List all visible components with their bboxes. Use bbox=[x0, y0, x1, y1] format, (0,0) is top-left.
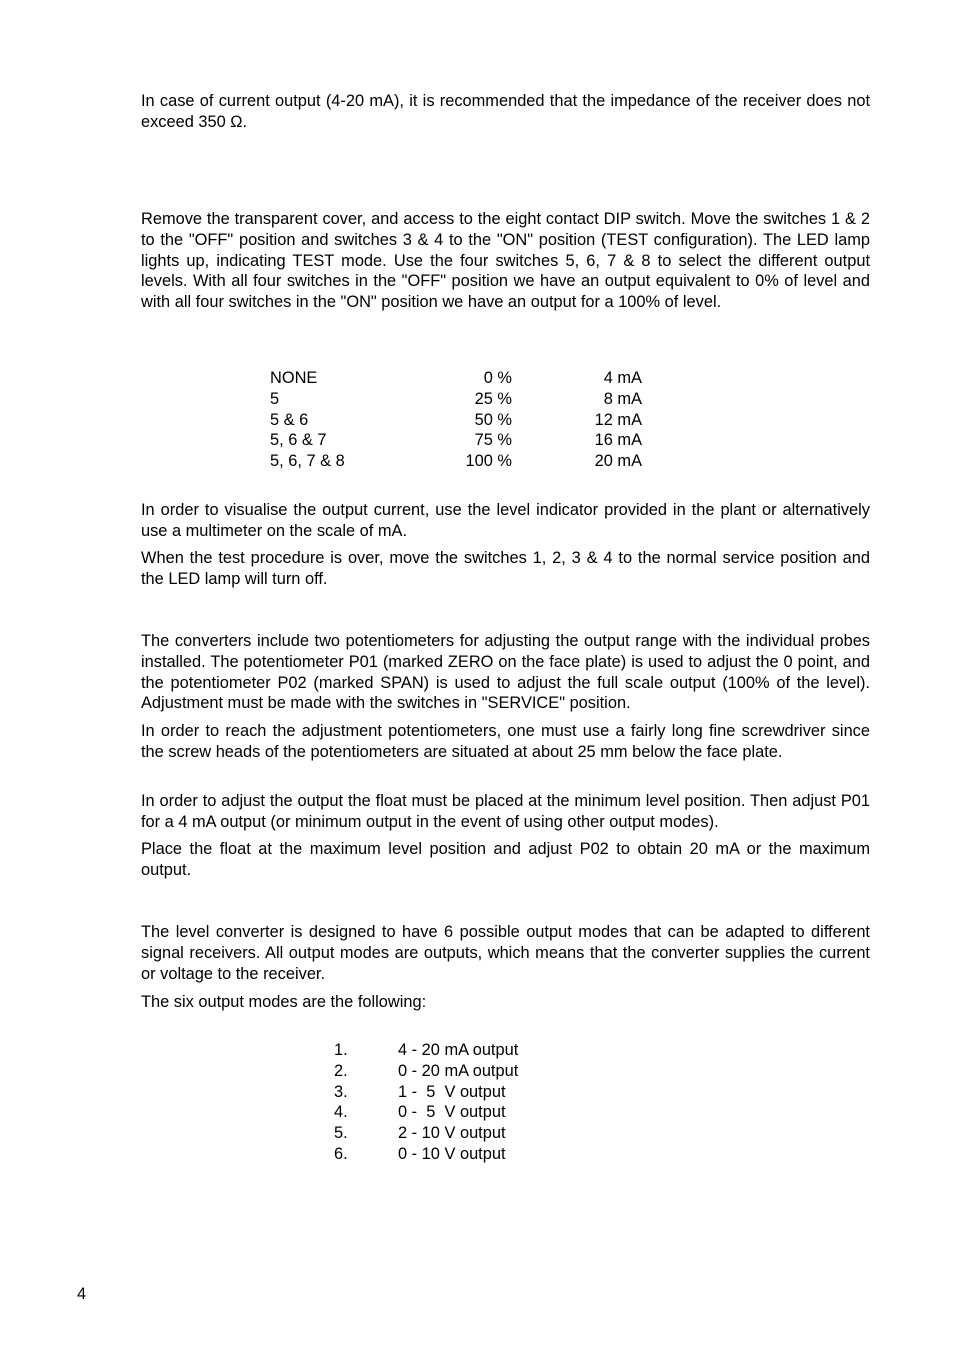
table-row bbox=[270, 410, 650, 431]
test-over-paragraph: When the test procedure is over, move the switches 1, 2, 3 & 4 to the normal service position and the LED lamp will turn off. bbox=[141, 549, 870, 588]
test-procedure-paragraph: Remove the transparent cover, and access to the eight contact DIP switch. Move the switches 1 & 2 to the "OFF" position and switches 3 & 4 to the "ON" position (TEST configuration). The LED lamp lights up, indicating TEST mode. Use the four switches 5, 6, 7 & 8 to select the different output levels. With all four switches in the "OFF" position we have an output equivalent to 0% of level and with all four switches in the "ON" position we have an output for a 100% of level. bbox=[141, 210, 870, 312]
current-cell: 4 mA bbox=[603, 369, 642, 387]
output-modes-list bbox=[334, 1040, 594, 1165]
list-item bbox=[334, 1040, 594, 1061]
list-item-label: 0 - 20 mA output bbox=[398, 1061, 519, 1080]
current-cell: 20 mA bbox=[594, 452, 642, 471]
table-row bbox=[270, 430, 650, 451]
list-item-label: 4 - 20 mA output bbox=[398, 1041, 519, 1059]
table-row bbox=[270, 368, 650, 389]
list-item-label: 0 - 5 V output bbox=[398, 1103, 506, 1122]
list-item bbox=[334, 1061, 594, 1082]
impedance-paragraph: In case of current output (4-20 mA), it is recommended that the impedance of the receiver does not exceed 350 Ω. bbox=[141, 92, 870, 131]
percent-cell: 25 % bbox=[474, 389, 512, 408]
list-item bbox=[334, 1144, 594, 1165]
list-item bbox=[334, 1123, 594, 1144]
modes-list-intro: The six output modes are the following: bbox=[141, 993, 427, 1011]
percent-cell: 0 % bbox=[483, 369, 512, 387]
switches-cell: NONE bbox=[270, 369, 318, 387]
switches-cell: 5 & 6 bbox=[270, 410, 309, 429]
list-item-label: 1 - 5 V output bbox=[398, 1082, 506, 1101]
adjust-max-paragraph: Place the float at the maximum level position and adjust P02 to obtain 20 mA or the maximum output. bbox=[141, 840, 870, 879]
list-item-number: 1. bbox=[334, 1041, 348, 1059]
switch-level-table bbox=[270, 368, 650, 472]
switches-cell: 5 bbox=[270, 389, 280, 408]
current-cell: 8 mA bbox=[603, 389, 642, 408]
list-item-number: 4. bbox=[334, 1103, 348, 1122]
screwdriver-paragraph: In order to reach the adjustment potentiometers, one must use a fairly long fine screwdriver since the screw heads of the potentiometers are situated at about 25 mm below the face plate. bbox=[141, 722, 870, 761]
percent-cell: 75 % bbox=[474, 431, 512, 450]
list-item bbox=[334, 1082, 594, 1103]
visualise-paragraph: In order to visualise the output current, use the level indicator provided in the plant or alternatively use a multimeter on the scale of mA. bbox=[141, 501, 870, 540]
page-number: 4 bbox=[77, 1285, 87, 1303]
table-row bbox=[270, 451, 650, 472]
percent-cell: 50 % bbox=[474, 410, 512, 429]
switches-cell: 5, 6, 7 & 8 bbox=[270, 452, 345, 471]
current-cell: 12 mA bbox=[594, 410, 642, 429]
list-item-number: 2. bbox=[334, 1061, 348, 1080]
list-item-number: 6. bbox=[334, 1144, 348, 1163]
list-item-label: 2 - 10 V output bbox=[398, 1124, 506, 1143]
percent-cell: 100 % bbox=[465, 452, 512, 471]
modes-intro-paragraph: The level converter is designed to have 6 possible output modes that can be adapted to different signal receivers. All output modes are outputs, which means that the converter supplies the current or voltage to the receiver. bbox=[141, 923, 870, 983]
adjust-min-paragraph: In order to adjust the output the float must be placed at the minimum level position. Then adjust P01 for a 4 mA output (or minimum output in the event of using other output modes). bbox=[141, 792, 870, 831]
list-item bbox=[334, 1102, 594, 1123]
list-item-label: 0 - 10 V output bbox=[398, 1144, 506, 1163]
current-cell: 16 mA bbox=[594, 431, 642, 450]
table-row bbox=[270, 389, 650, 410]
potentiometers-paragraph: The converters include two potentiometers for adjusting the output range with the individual probes installed. The potentiometer P01 (marked ZERO on the face plate) is used to adjust the 0 point, and the potentiometer P02 (marked SPAN) is used to adjust the full scale output (100% of the level). Adjustment must be made with the switches in "SERVICE" position. bbox=[141, 632, 870, 713]
list-item-number: 5. bbox=[334, 1124, 348, 1143]
switches-cell: 5, 6 & 7 bbox=[270, 431, 327, 450]
list-item-number: 3. bbox=[334, 1082, 348, 1101]
